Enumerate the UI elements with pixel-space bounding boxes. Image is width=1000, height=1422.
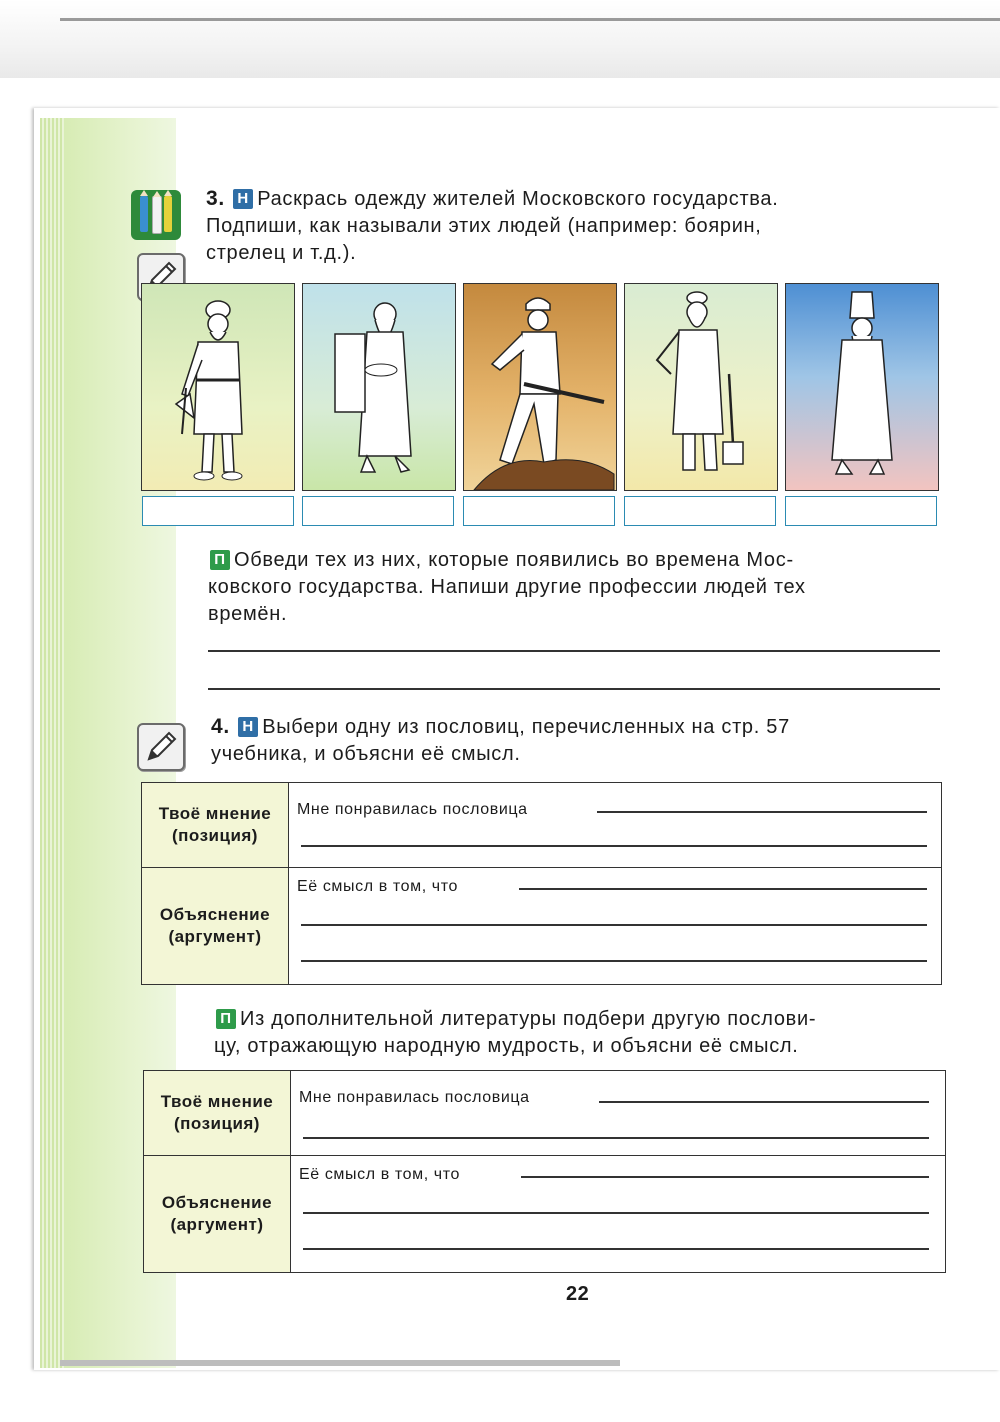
answer-line[interactable] [521,1176,929,1178]
argument-header [144,1156,291,1273]
task-4-line-2: учебника, и объясни её смысл. [211,743,521,765]
argument-header [142,868,289,985]
page-number: 22 [566,1283,590,1305]
answer-line[interactable] [519,888,927,890]
subtask-3-text [208,547,948,628]
answer-line[interactable] [599,1101,929,1103]
subtask-4-line-2: цу, отражающую народную мудрость, и объясни её смысл. [214,1035,799,1057]
answer-line[interactable] [597,811,927,813]
argument-cell[interactable] [291,1156,946,1273]
answer-line-1[interactable] [208,650,940,652]
task-3-line-2: Подпиши, как называли этих людей (например: боярин, [206,215,762,237]
task-4-text [211,713,951,768]
proverb-prompt: Мне понравилась пословица [297,801,534,819]
argument-header-line-1: Объяснение [161,1193,273,1212]
caption-input-4[interactable] [624,496,776,526]
answer-line[interactable] [301,924,927,926]
pencil-write-icon [137,723,185,771]
position-cell[interactable] [291,1071,946,1156]
illustration-clergyman [785,283,939,491]
scan-edge-line [60,18,1000,21]
page-edges [40,118,64,1368]
caption-input-2[interactable] [302,496,454,526]
answer-line[interactable] [301,960,927,962]
subtask-3-line-3: времён. [208,603,288,625]
answer-line[interactable] [303,1248,929,1250]
argument-header-line-2: (аргумент) [170,1215,264,1234]
subtask-4-text [214,1006,954,1060]
subtask-4-line-1: Из дополнительной литературы подбери другую послови- [240,1008,817,1030]
task-3-line-3: стрелец и т.д.). [206,242,357,264]
coloring-pencils-icon [131,190,181,240]
badge-p: П [216,1009,236,1029]
scan-background [0,0,1000,78]
proverb-prompt: Мне понравилась пословица [299,1089,536,1107]
answer-line-2[interactable] [208,688,940,690]
meaning-prompt: Её смысл в том, что [297,878,464,896]
caption-input-5[interactable] [785,496,937,526]
task-3-text [206,185,946,267]
answer-table-1 [141,782,942,985]
argument-cell[interactable] [289,868,942,985]
position-cell[interactable] [289,783,942,868]
caption-input-3[interactable] [463,496,615,526]
position-header [144,1071,291,1156]
position-header-line-1: Твоё мнение [160,1092,274,1111]
subtask-3-line-2: ковского государства. Напиши другие профессии людей тех [208,576,806,598]
meaning-prompt: Её смысл в том, что [299,1166,466,1184]
answer-line[interactable] [301,845,927,847]
badge-p: П [210,550,230,570]
position-header [142,783,289,868]
position-header-line-2: (позиция) [174,1114,260,1133]
badge-n: Н [233,189,253,209]
task-4-line-1: Выбери одну из пословиц, перечисленных на стр. 57 [262,716,790,738]
illustration-miner [463,283,617,491]
answer-line[interactable] [303,1137,929,1139]
illustration-scribe [302,283,456,491]
position-header-line-2: (позиция) [172,826,258,845]
answer-table-2 [143,1070,946,1273]
task-4-number: 4. [211,715,230,738]
page-bottom-shadow [60,1360,620,1366]
illustration-craftsman [624,283,778,491]
position-header-line-1: Твоё мнение [158,804,272,823]
caption-input-1[interactable] [142,496,294,526]
argument-header-line-2: (аргумент) [168,927,262,946]
subtask-3-line-1: Обведи тех из них, которые появились во времена Мос- [234,549,794,571]
answer-line[interactable] [303,1212,929,1214]
task-3-line-1: Раскрась одежду жителей Московского государства. [257,188,779,210]
argument-header-line-1: Объяснение [159,905,271,924]
task-3-number: 3. [206,187,225,210]
badge-n: Н [238,717,258,737]
illustration-boyar [141,283,295,491]
